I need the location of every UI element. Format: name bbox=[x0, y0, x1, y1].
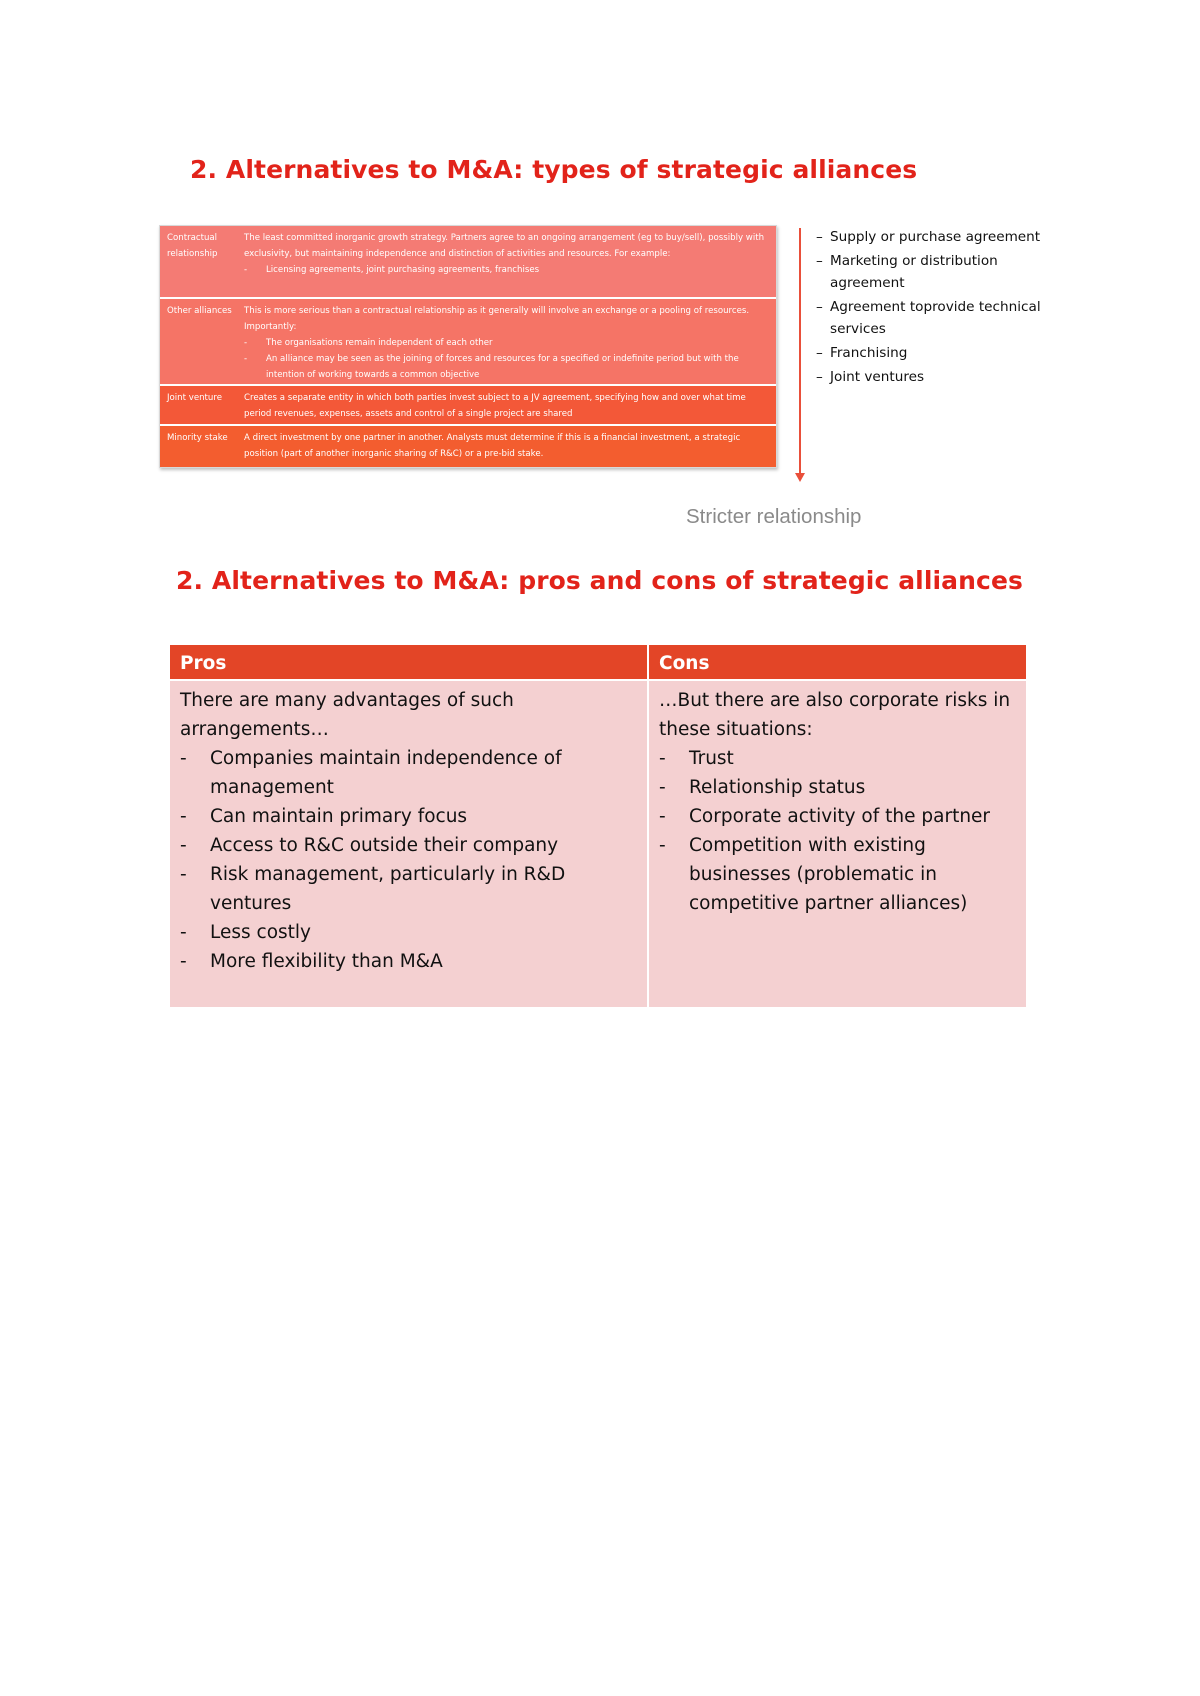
pros-list bbox=[180, 744, 637, 976]
description-text: A direct investment by one partner in another. Analysts must determine if this is a financial investment, a strategic position (part of another inorganic sharing of R&C) or a pre-bid stake. bbox=[244, 433, 741, 459]
alliance-types-table bbox=[159, 225, 777, 468]
description-text: This is more serious than a contractual relationship as it generally will involve an exchange or a pooling of resources. Importantly: bbox=[244, 306, 750, 332]
table-row bbox=[160, 386, 776, 426]
list-item: – Joint ventures bbox=[816, 366, 1066, 388]
cons-cell bbox=[649, 681, 1026, 1007]
pros-cons-table bbox=[170, 645, 1026, 1007]
cons-header: Cons bbox=[649, 645, 1026, 681]
alliance-type-name: Minority stake bbox=[167, 433, 228, 443]
list-item: - Licensing agreements, joint purchasing agreements, franchises bbox=[244, 262, 766, 278]
list-item: - Competition with existing businesses (problematic in competitive partner alliances) bbox=[659, 831, 1016, 918]
cons-list bbox=[659, 744, 1016, 918]
alliance-type-name: Joint venture bbox=[167, 393, 222, 403]
table-row bbox=[160, 226, 776, 299]
description-bullets bbox=[244, 262, 766, 278]
pros-header: Pros bbox=[170, 645, 649, 681]
alliance-type-name: Other alliances bbox=[167, 306, 232, 316]
list-item: – Franchising bbox=[816, 342, 1066, 364]
list-item: - Trust bbox=[659, 744, 1016, 773]
examples-list bbox=[816, 226, 1066, 390]
description-text: The least committed inorganic growth strategy. Partners agree to an ongoing arrangement (eg to buy/sell), possibly with exclusivity, but maintaining independence and distinction of activities and resources. For example: bbox=[244, 233, 765, 259]
section-title-pros-cons: 2. Alternatives to M&A: pros and cons of strategic alliances bbox=[176, 566, 1024, 595]
description-bullets bbox=[244, 335, 766, 383]
alliance-type-name: Contractual relationship bbox=[167, 233, 218, 259]
list-item: - Can maintain primary focus bbox=[180, 802, 637, 831]
alliance-type-description bbox=[244, 386, 776, 424]
table-row bbox=[160, 426, 776, 467]
list-item: - An alliance may be seen as the joining of forces and resources for a specified or indefinite period but with the intention of working towards a common objective bbox=[244, 351, 766, 383]
list-item: - Corporate activity of the partner bbox=[659, 802, 1016, 831]
list-item: - More flexibility than M&A bbox=[180, 947, 637, 976]
stricter-relationship-arrow bbox=[799, 228, 801, 476]
arrow-down-icon bbox=[795, 473, 805, 482]
list-item: - Companies maintain independence of management bbox=[180, 744, 637, 802]
alliance-type-description bbox=[244, 226, 776, 297]
table-row bbox=[160, 299, 776, 386]
list-item: – Agreement toprovide technical services bbox=[816, 296, 1066, 340]
list-item: - Risk management, particularly in R&D ventures bbox=[180, 860, 637, 918]
list-item: – Marketing or distribution agreement bbox=[816, 250, 1066, 294]
arrow-label: Stricter relationship bbox=[686, 505, 862, 528]
pros-cell bbox=[170, 681, 649, 1007]
description-text: Creates a separate entity in which both parties invest subject to a JV agreement, specifying how and over what time period revenues, expenses, assets and control of a single project are shared bbox=[244, 393, 746, 419]
list-item: - The organisations remain independent of each other bbox=[244, 335, 766, 351]
list-item: - Less costly bbox=[180, 918, 637, 947]
section-title-types: 2. Alternatives to M&A: types of strategic alliances bbox=[190, 155, 918, 184]
alliance-type-description bbox=[244, 299, 776, 384]
cons-intro: …But there are also corporate risks in these situations: bbox=[659, 690, 1011, 740]
alliance-type-description bbox=[244, 426, 776, 467]
list-item: – Supply or purchase agreement bbox=[816, 226, 1066, 248]
list-item: - Access to R&C outside their company bbox=[180, 831, 637, 860]
list-item: - Relationship status bbox=[659, 773, 1016, 802]
pros-intro: There are many advantages of such arrangements… bbox=[180, 690, 514, 740]
